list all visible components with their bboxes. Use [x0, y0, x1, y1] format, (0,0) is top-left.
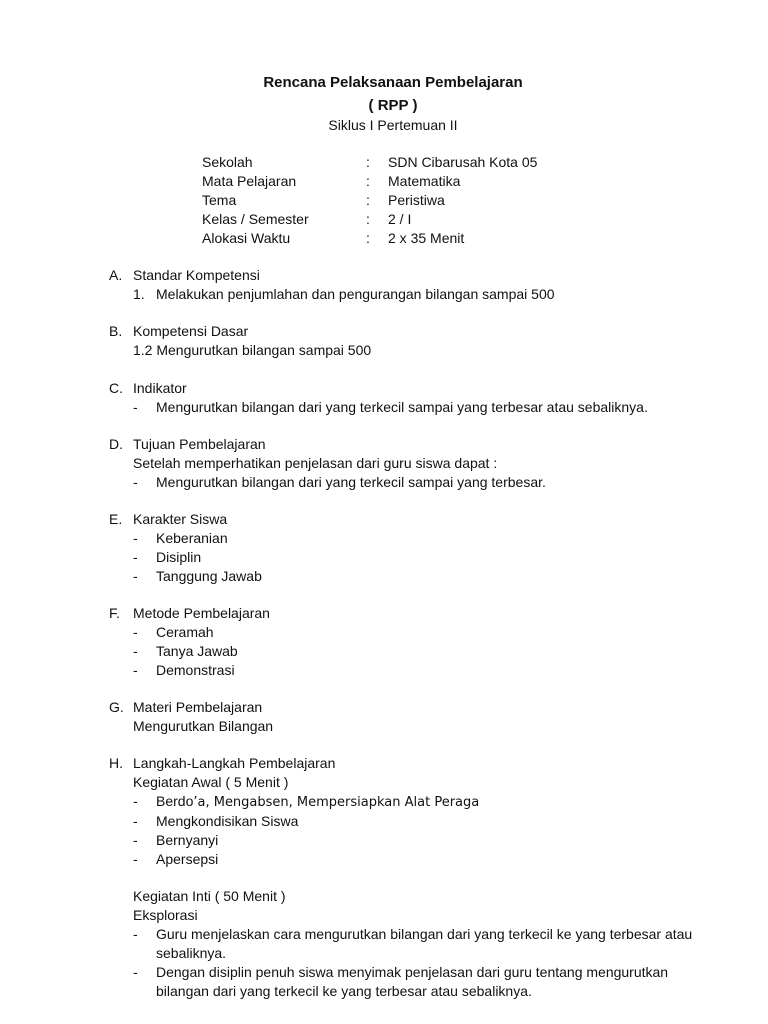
list-item-text-continued: ’a, Mengabsen, Mempersiapkan Alat Peraga [193, 795, 480, 810]
section-kompetensi-dasar [109, 322, 709, 360]
section-indikator [109, 379, 709, 417]
list-item-text: Berdo [156, 793, 194, 809]
section-title: Kompetensi Dasar [133, 323, 249, 339]
info-key: Tema [202, 192, 237, 208]
list-item-text: Mengurutkan bilangan dari yang terkecil sampai yang terbesar. [156, 474, 546, 490]
list-marker: - [133, 549, 138, 565]
section-letter: D. [109, 436, 123, 452]
list-item [109, 529, 709, 548]
info-row-subject [202, 172, 622, 191]
info-value: SDN Cibarusah Kota 05 [388, 154, 538, 170]
list-marker: 1. [133, 286, 145, 302]
list-marker: - [133, 813, 138, 829]
section-standar-kompetensi [109, 266, 709, 304]
section-title: Materi Pembelajaran [133, 699, 263, 715]
list-marker: - [133, 662, 138, 678]
section-text: Mengurutkan Bilangan [133, 718, 274, 734]
info-colon: : [366, 211, 370, 227]
section-title: Standar Kompetensi [133, 267, 260, 283]
info-row-class [202, 210, 622, 229]
list-item-text: Mengurutkan bilangan dari yang terkecil sampai yang terbesar atau sebaliknya. [156, 399, 648, 415]
list-item [109, 831, 709, 850]
section-letter: E. [109, 511, 123, 527]
list-item-text: Apersepsi [156, 851, 219, 867]
list-item-text: Guru menjelaskan cara mengurutkan bilangan dari yang terkecil ke yang terbesar atau sebaliknya. [156, 926, 693, 961]
info-row-school [202, 153, 622, 172]
list-item-text: Melakukan penjumlahan dan pengurangan bilangan sampai 500 [156, 286, 555, 302]
list-item-text: Disiplin [156, 549, 202, 565]
list-marker: - [133, 643, 138, 659]
list-item [109, 792, 709, 812]
info-key: Mata Pelajaran [202, 173, 297, 189]
section-title: Tujuan Pembelajaran [133, 436, 266, 452]
section-letter: A. [109, 267, 123, 283]
info-key: Alokasi Waktu [202, 230, 291, 246]
list-marker: - [133, 530, 138, 546]
info-row-theme [202, 191, 622, 210]
list-item-text: Keberanian [156, 530, 228, 546]
list-marker: - [133, 568, 138, 584]
info-row-time [202, 229, 622, 248]
list-item [109, 812, 709, 831]
list-item [109, 398, 709, 417]
list-item [109, 642, 709, 661]
info-colon: : [366, 192, 370, 208]
list-marker: - [133, 926, 138, 942]
info-key: Kelas / Semester [202, 211, 309, 227]
list-item [109, 473, 709, 492]
info-value: Matematika [388, 173, 461, 189]
section-langkah-pembelajaran [109, 754, 709, 1001]
list-marker: - [133, 624, 138, 640]
list-marker: - [133, 474, 138, 490]
section-letter: H. [109, 755, 123, 771]
info-value: 2 x 35 Menit [388, 230, 465, 246]
kegiatan-inti-title: Kegiatan Inti ( 50 Menit ) [133, 888, 286, 904]
list-item [109, 623, 709, 642]
list-marker: - [133, 832, 138, 848]
list-item-text: Bernyanyi [156, 832, 219, 848]
section-metode-pembelajaran [109, 604, 709, 680]
list-item-text: Mengkondisikan Siswa [156, 813, 299, 829]
list-item-text: Ceramah [156, 624, 214, 640]
info-key: Sekolah [202, 154, 253, 170]
list-marker: - [133, 964, 138, 980]
section-letter: G. [109, 699, 124, 715]
section-letter: C. [109, 380, 123, 396]
info-value: 2 / I [388, 211, 412, 227]
info-value: Peristiwa [388, 192, 445, 208]
cycle-label: Siklus I Pertemuan II [328, 117, 458, 133]
section-karakter-siswa [109, 510, 709, 586]
section-text: 1.2 Mengurutkan bilangan sampai 500 [133, 342, 372, 358]
section-title: Metode Pembelajaran [133, 605, 270, 621]
section-title: Langkah-Langkah Pembelajaran [133, 755, 336, 771]
section-letter: F. [109, 605, 120, 621]
section-title: Karakter Siswa [133, 511, 228, 527]
info-table [202, 153, 622, 248]
section-title: Indikator [133, 380, 187, 396]
info-colon: : [366, 154, 370, 170]
section-letter: B. [109, 323, 123, 339]
info-colon: : [366, 230, 370, 246]
list-item [109, 567, 709, 586]
list-item [109, 925, 706, 963]
list-item-text: Tanya Jawab [156, 643, 238, 659]
list-item-text: Demonstrasi [156, 662, 235, 678]
list-item [109, 963, 706, 1001]
document-title: Rencana Pelaksanaan Pembelajaran [263, 74, 523, 91]
info-colon: : [366, 173, 370, 189]
list-item [109, 850, 709, 869]
kegiatan-awal-title: Kegiatan Awal ( 5 Menit ) [133, 774, 289, 790]
document-subtitle: ( RPP ) [368, 97, 418, 114]
section-materi-pembelajaran [109, 698, 709, 736]
list-item [109, 548, 709, 567]
list-marker: - [133, 851, 138, 867]
list-marker: - [133, 399, 138, 415]
list-item-text: Tanggung Jawab [156, 568, 262, 584]
list-item [109, 661, 709, 680]
section-text: Setelah memperhatikan penjelasan dari guru siswa dapat : [133, 455, 498, 471]
list-item [109, 285, 709, 304]
eksplorasi-label: Eksplorasi [133, 907, 198, 923]
list-marker: - [133, 793, 138, 809]
list-item-text: Dengan disiplin penuh siswa menyimak penjelasan dari guru tentang mengurutkan bilangan dari yang terkecil ke yang terbesar atau sebaliknya. [156, 964, 669, 999]
section-tujuan-pembelajaran [109, 435, 709, 492]
